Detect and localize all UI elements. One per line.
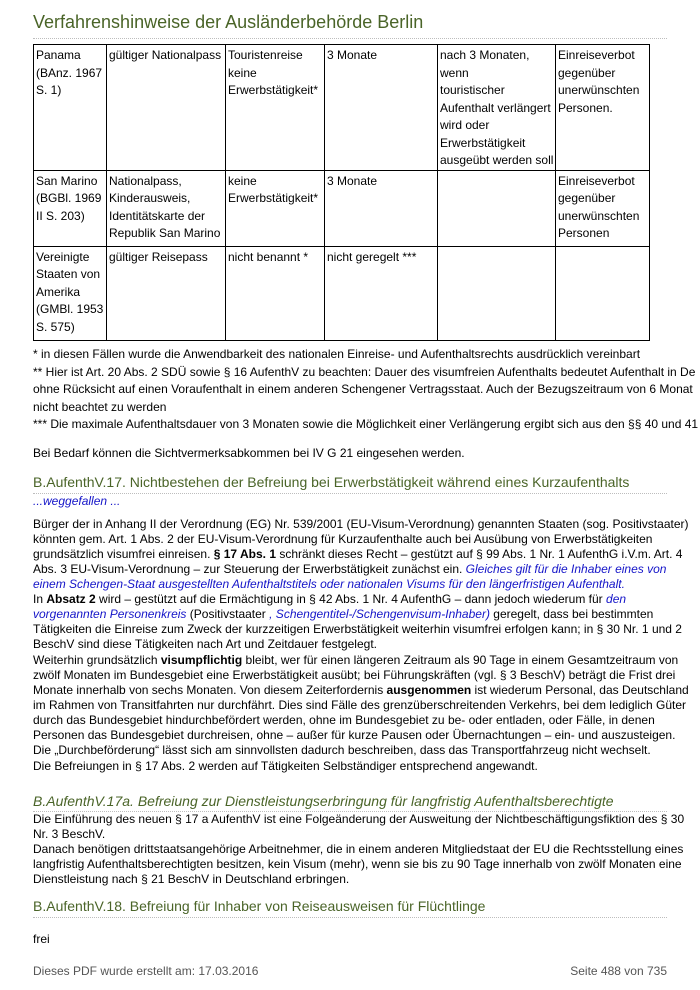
table-cell-duration xyxy=(325,170,438,246)
bold-reference: § 17 Abs. 1 xyxy=(213,547,277,561)
cell-line: Vereinigte xyxy=(36,249,90,264)
table-cell-visa-required xyxy=(438,170,556,246)
table-cell-restriction xyxy=(556,45,650,171)
cell-line: Erwerbstätigkeit* xyxy=(228,83,319,97)
cell-line: Kinderausweis, xyxy=(109,191,191,205)
paragraph-line: Danach benötigen drittstaatsangehörige Arbeitnehmer, die in einem anderen Mitgliedstaat der EU die Rechtsstellung eines xyxy=(33,842,684,856)
bold-reference: Absatz 2 xyxy=(46,592,96,606)
cell-line: Personen. xyxy=(558,100,613,115)
cell-line: Erwerbstätigkeit xyxy=(440,135,526,150)
text-run: Abs. 3 EU-Visum-Verordnung – zur Steuerung der Erwerbstätigkeit zunächst ein. xyxy=(33,562,466,576)
cell-line: (GMBl. 1953 xyxy=(36,302,104,316)
cell-line: Republik San Marino xyxy=(109,226,221,240)
section-17a-body xyxy=(33,812,685,887)
paragraph-line: Die Einführung des neuen § 17 a AufenthV ist eine Folgeänderung der Ausweitung der Nichtbeschäftigungsfiktion des § 30 xyxy=(33,812,685,826)
emphasis-text: , Schengentitel-/Schengenvisum-Inhaber) xyxy=(269,607,490,621)
footnote-3: *** Die maximale Aufenthaltsdauer von 3 Monaten sowie die Möglichkeit einer Verlängerung ergibt sich aus den §§ 40 und 41 xyxy=(33,417,699,431)
paragraph-line: Bürger der in Anhang II der Verordnung (EG) Nr. 539/2001 (EU-Visum-Verordnung) genannten Staaten (sog. Positivstaater) xyxy=(33,517,689,531)
text-run: schränkt dieses Recht – gestützt auf § 99 Abs. 1 Nr. 1 AufenthG i.V.m. Art. 4 xyxy=(276,547,683,561)
paragraph-line xyxy=(33,653,678,668)
section-17a-title: B.AufenthV.17a. Befreiung zur Dienstleistungserbringung für langfristig Aufenthaltsberechtigte xyxy=(33,793,614,809)
cell-line: nicht benannt * xyxy=(228,249,309,264)
emphasis-text: Gleiches gilt für die Inhaber eines von xyxy=(465,562,667,576)
footnote-2-line-2: ohne Rücksicht auf einen Voraufenthalt in einem anderen Schengener Vertragsstaat. Auch der Bezugszeitraum von 6 Monat xyxy=(33,382,693,396)
cell-line: gegenüber xyxy=(558,65,616,80)
paragraph-line: langfristig Aufenthaltsberechtigten besitzen, kein Visum (mehr), wenn sie bis zu 90 Tage innerhalb von zwölf Monaten eine xyxy=(33,857,682,871)
paragraph-line xyxy=(33,683,689,698)
text-run: Monate innerhalb von sechs Monaten. Von diesem Zeiterfordernis xyxy=(33,683,387,697)
section-17-divider xyxy=(33,493,667,494)
table-cell-visa-required xyxy=(438,246,556,340)
table-cell-visa-required xyxy=(438,45,556,171)
cell-line: gegenüber xyxy=(558,191,616,205)
text-run: ist wiederum Personal, das Deutschland xyxy=(471,683,689,697)
cell-line: Touristenreise xyxy=(228,48,303,62)
paragraph-line: zwölf Monaten im Bundesgebiet eine Erwerbstätigkeit ausübt; bei Führungskräften (vgl. § 3 BeschV) beträgt die Frist drei xyxy=(33,668,676,682)
cell-line: 3 Monate xyxy=(327,173,378,188)
paragraph-line: durch das Bundesgebiet hindurchbefördert werden, ohne im Bundesgebiet zu be- oder entladen, oder Fälle, in denen xyxy=(33,713,655,727)
paragraph-line: Nr. 3 BeschV. xyxy=(33,827,106,841)
paragraph-line: Dienstleistung nach § 21 BeschV in Deutschland erbringen. xyxy=(33,872,350,886)
table-cell-purpose xyxy=(226,246,325,340)
document-header-title: Verfahrenshinweise der Ausländerbehörde Berlin xyxy=(33,12,424,32)
table-cell-country xyxy=(34,246,107,340)
section-18-title: B.AufenthV.18. Befreiung für Inhaber von Reiseausweisen für Flüchtlinge xyxy=(33,898,486,914)
text-run: (Positivstaater xyxy=(186,607,270,621)
paragraph-line: einem Schengen-Staat ausgestellten Aufenthaltstitels oder nationalen Visums für den längerfristigen Aufenthalt. xyxy=(33,577,625,591)
table-cell-purpose xyxy=(226,45,325,171)
table-cell-document xyxy=(107,246,226,340)
paragraph-line xyxy=(33,592,678,607)
text-run: In xyxy=(33,592,47,606)
table-cell-country xyxy=(34,170,107,246)
paragraph-line: Tätigkeiten die Einreise zum Zweck der kurzzeitigen Erwerbstätigkeit weiterhin visumfrei erfolgen kann; in § 30 Nr. 1 und 2 xyxy=(33,622,682,636)
table-cell-restriction xyxy=(556,246,650,340)
paragraph-line: BeschV sind diese Tätigkeiten nach Art und Zeitdauer festgelegt. xyxy=(33,637,377,651)
bold-term: visumpflichtig xyxy=(160,653,243,667)
paragraph-line: Die „Durchbeförderung“ lässt sich am sinnvollsten dadurch beschreiben, dass das Transportfahrzeug nicht wechselt. xyxy=(33,743,651,757)
cell-line: nach 3 Monaten, wenn xyxy=(440,48,530,80)
table-cell-document xyxy=(107,45,226,171)
text-run: wird – gestützt auf die Ermächtigung in § 42 Abs. 1 Nr. 4 AufenthG – dann jedoch wiederum für xyxy=(95,592,607,606)
paragraph-line xyxy=(33,607,678,622)
footer-page-number: Seite 488 von 735 xyxy=(570,964,667,978)
cell-line: Identitätskarte der xyxy=(109,208,206,223)
section-17-paragraph-2 xyxy=(33,653,689,758)
table-footnotes xyxy=(33,346,699,434)
table-cell-duration xyxy=(325,45,438,171)
text-run: geregelt, dass bei bestimmten xyxy=(489,607,654,621)
visa-exemption-table xyxy=(33,44,650,341)
section-17-paragraph-3: Die Befreiungen in § 17 Abs. 2 werden auf Tätigkeiten Selbständiger entsprechend angewandt. xyxy=(33,759,538,773)
table-row xyxy=(34,45,650,171)
footer-created-date: Dieses PDF wurde erstellt am: 17.03.2016 xyxy=(33,964,259,978)
footnote-2-line-1: ** Hier ist Art. 20 Abs. 2 SDÜ sowie § 16 AufenthV zu beachten: Dauer des visumfreien Aufenthalts bedeutet Aufenthalt in De xyxy=(33,364,696,379)
emphasis-text: vorgenannten Personenkreis xyxy=(33,607,187,621)
table-cell-purpose xyxy=(226,170,325,246)
cell-line: gültiger Nationalpass xyxy=(109,48,222,62)
cell-line: Staaten von xyxy=(36,267,101,281)
cell-line: Aufenthalt verlängert xyxy=(440,100,551,115)
cell-line: San Marino xyxy=(36,173,98,188)
cell-line: wird oder xyxy=(440,118,490,132)
cell-line: S. 1) xyxy=(36,83,62,97)
footnote-2-line-3: nicht beachtet zu werden xyxy=(33,399,167,414)
cell-line: 3 Monate xyxy=(327,48,378,62)
cell-line: unerwünschten xyxy=(558,83,640,97)
cell-line: Erwerbstätigkeit* xyxy=(228,191,319,205)
section-18-divider xyxy=(33,917,667,918)
text-run: Weiterhin grundsätzlich xyxy=(33,653,161,667)
cell-line: Nationalpass, xyxy=(109,173,182,188)
emphasis-text: den xyxy=(606,592,627,606)
section-17-paragraph-1 xyxy=(33,517,689,652)
cell-line: keine xyxy=(228,65,257,80)
table-row xyxy=(34,170,650,246)
bold-term: ausgenommen xyxy=(386,683,472,697)
cell-line: II S. 203) xyxy=(36,208,85,223)
table-cell-country xyxy=(34,45,107,171)
text-run: bleibt, wer für einen längeren Zeitraum als 90 Tage in einem Gesamtzeitraum von xyxy=(242,653,679,667)
cell-line: Einreiseverbot xyxy=(558,173,635,188)
cell-line: Panama xyxy=(36,48,81,62)
section-18-body: frei xyxy=(33,932,50,946)
footnote-1: * in diesen Fällen wurde die Anwendbarkeit des nationalen Einreise- und Aufenthaltsrechts ausdrücklich vereinbart xyxy=(33,347,641,361)
cell-line: touristischer xyxy=(440,83,505,97)
table-cell-restriction xyxy=(556,170,650,246)
paragraph-line: im Rahmen von Transitfahrten nur durchfährt. Dies sind Fälle des grenzüberschreitenden Verkehrs, bei dem lediglich Güter xyxy=(33,698,686,712)
cell-line: gültiger Reisepass xyxy=(109,249,208,264)
cell-line: nicht geregelt *** xyxy=(327,249,417,264)
cell-line: unerwünschten xyxy=(558,208,640,223)
cell-line: Personen xyxy=(558,226,610,240)
section-17-title: B.AufenthV.17. Nichtbestehen der Befreiung bei Erwerbstätigkeit während eines Kurzaufenthalts xyxy=(33,474,630,490)
paragraph-line: könnten gem. Art. 1 Abs. 2 der EU-Visum-Verordnung für Kurzaufenthalte auch bei Ausübung von Erwerbstätigkeiten xyxy=(33,532,653,546)
sichtvermerk-note: Bei Bedarf können die Sichtvermerksabkommen bei IV G 21 eingesehen werden. xyxy=(33,446,465,460)
cell-line: Einreiseverbot xyxy=(558,48,635,62)
header-divider xyxy=(33,38,667,39)
cell-line: (BGBl. 1969 xyxy=(36,191,102,205)
paragraph-line xyxy=(33,547,683,562)
cell-line: keine xyxy=(228,173,257,188)
table-row xyxy=(34,246,650,340)
cell-line: ausgeübt werden soll xyxy=(440,153,554,167)
text-run: grundsätzlich visumfrei einreisen. xyxy=(33,547,214,561)
paragraph-line xyxy=(33,562,678,577)
table-cell-document xyxy=(107,170,226,246)
cell-line: S. 575) xyxy=(36,319,75,334)
cell-line: (BAnz. 1967 xyxy=(36,65,103,80)
cell-line: Amerika xyxy=(36,284,81,299)
section-17-removed-note: ...weggefallen ... xyxy=(33,494,121,508)
table-cell-duration xyxy=(325,246,438,340)
paragraph-line: Personen das Bundesgebiet durchreisen, ohne – außer für kurze Pausen oder Übernachtungen – ein- und auszusteigen. xyxy=(33,728,676,742)
